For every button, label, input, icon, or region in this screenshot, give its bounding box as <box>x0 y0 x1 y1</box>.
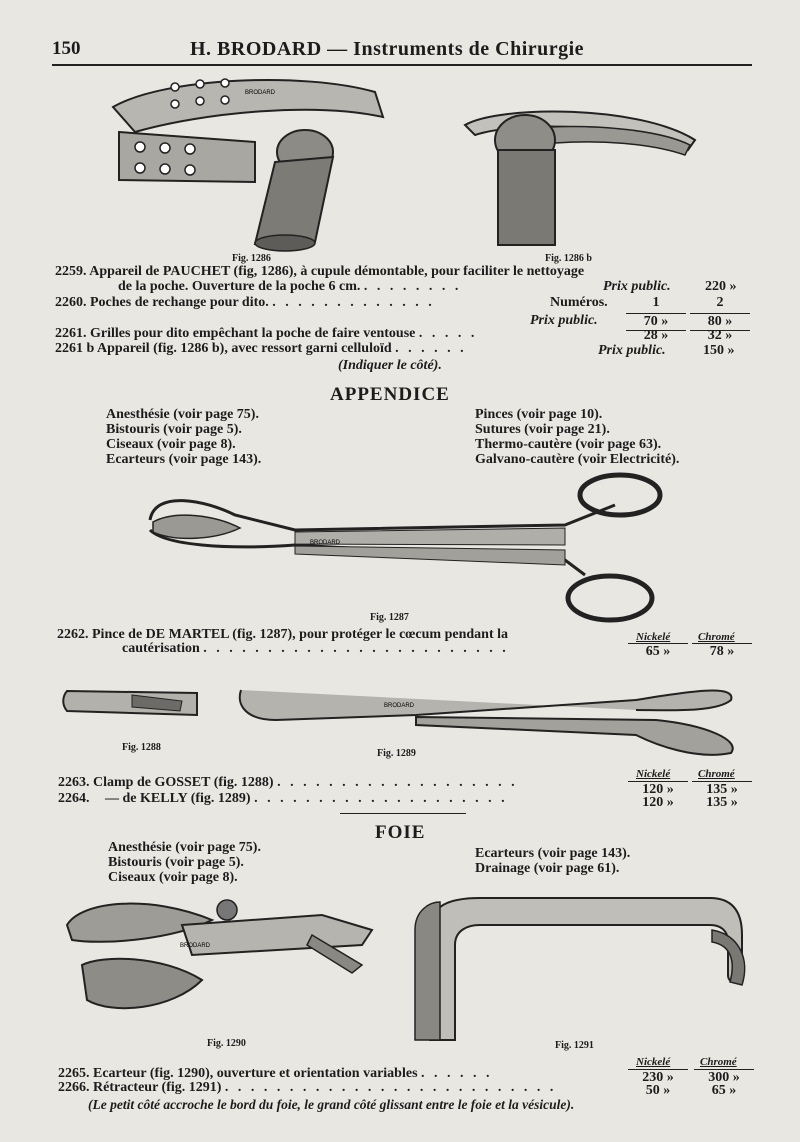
header-chrome: Chromé <box>698 768 735 780</box>
item-text: Clamp de GOSSET (fig. 1288) <box>93 775 274 790</box>
item-number: 2262. <box>57 627 89 642</box>
leader-dots: . . . . . . . . . . . . . <box>272 295 435 310</box>
fig-1286b-caption: Fig. 1286 b <box>545 253 592 264</box>
foie-xrefs-left <box>108 840 261 885</box>
fig-1289-illustration <box>236 665 741 765</box>
item-text: de la poche. Ouverture de la poche 6 cm. <box>118 279 361 294</box>
section-title-foie: FOIE <box>375 822 426 843</box>
item-number: 2266. <box>58 1080 90 1095</box>
header-chrome: Chromé <box>698 631 735 643</box>
item-number: 2264. <box>58 791 90 806</box>
price-label: Prix public. <box>603 279 671 294</box>
fig-1287-caption: Fig. 1287 <box>370 612 409 623</box>
appendice-xrefs-left <box>106 407 261 467</box>
leader-dots: . . . . . . . . . . . . . . . . . . . . . . . . <box>203 641 509 656</box>
section-title-appendice: APPENDICE <box>330 384 450 405</box>
item-number: 2263. <box>58 775 90 790</box>
fig-1288-illustration <box>62 683 202 723</box>
price: 220 » <box>705 279 737 294</box>
foie-xrefs-right <box>475 846 630 876</box>
item-2259-line1 <box>55 264 584 280</box>
price-2263-chrome: 135 » <box>692 781 752 798</box>
belt-engraving: BRODARD <box>245 90 276 96</box>
item-2260 <box>55 295 435 311</box>
leader-dots: . . . . . . . . . . . . . . . . . . . <box>277 775 518 790</box>
fig-1291-caption: Fig. 1291 <box>555 1040 594 1051</box>
item-text: — de KELLY (fig. 1289) <box>105 791 251 806</box>
item-text: Poches de rechange pour dito. <box>90 295 269 310</box>
xref-item: Thermo-cautère (voir page 63). <box>475 437 662 452</box>
foie-note: (Le petit côté accroche le bord du foie, le grand côté glissant entre le foie et la vésicule). <box>88 1097 575 1112</box>
item-2259-line2 <box>118 279 461 295</box>
price-2265-chrome: 300 » <box>694 1069 754 1086</box>
leader-dots: . . . . . . . . . . . . . . . . . . . . <box>254 791 508 806</box>
item-2262-line2 <box>122 641 509 657</box>
leader-dots: . . . . . <box>418 326 478 341</box>
fig-1290-illustration <box>62 885 387 1020</box>
xref-item: Bistouris (voir page 5). <box>106 422 242 437</box>
item-text: Appareil (fig. 1286 b), avec ressort garni celluloïd <box>97 341 392 356</box>
item-number: 2259. <box>55 264 87 279</box>
item-2266 <box>58 1080 556 1096</box>
retractor-engraving: BRODARD <box>180 943 211 949</box>
fig-1287-illustration <box>145 470 665 625</box>
xref-item: Ciseaux (voir page 8). <box>106 437 236 452</box>
item-text: Appareil de PAUCHET (fig, 1286), à cupule démontable, pour faciliter le nettoyage <box>89 264 585 279</box>
price-2262-nickele: 65 » <box>628 643 688 660</box>
price-2261-1: 28 » <box>643 328 669 343</box>
column-number-2: 2 <box>716 295 724 310</box>
price-2260-1: 70 » <box>626 313 686 331</box>
item-2261 <box>55 326 477 342</box>
indiquer-note: (Indiquer le côté). <box>338 358 442 373</box>
xref-item: Galvano-cautère (voir Electricité). <box>475 452 680 467</box>
item-number: 2265. <box>58 1066 90 1081</box>
fig-1290-caption: Fig. 1290 <box>207 1038 246 1049</box>
xref-item: Anesthésie (voir page 75). <box>106 407 259 422</box>
prix-public-label: Prix public. <box>530 313 598 328</box>
appendice-xrefs-right <box>475 407 679 467</box>
price-label: Prix public. <box>598 343 666 358</box>
item-text: Pince de DE MARTEL (fig. 1287), pour protéger le cœcum pendant la <box>92 627 508 642</box>
xref-item: Ecarteurs (voir page 143). <box>475 846 631 861</box>
item-text: Ecarteur (fig. 1290), ouverture et orientation variables <box>93 1066 418 1081</box>
xref-item: Ciseaux (voir page 8). <box>108 870 238 885</box>
price-2264-chrome: 135 » <box>706 795 738 810</box>
column-number-1: 1 <box>652 295 660 310</box>
xref-item: Drainage (voir page 61). <box>475 861 620 876</box>
price-2266-chrome: 65 » <box>711 1083 737 1098</box>
item-text: Rétracteur (fig. 1291) <box>93 1080 222 1095</box>
fig-1286b-illustration <box>460 105 705 250</box>
price-2266-nickele: 50 » <box>645 1083 671 1098</box>
item-text: cautérisation <box>122 641 200 656</box>
item-text: Grilles pour dito empêchant la poche de faire ventouse <box>90 326 416 341</box>
item-2263 <box>58 775 518 791</box>
section-rule <box>340 813 466 814</box>
price-2265-nickele: 230 » <box>628 1069 688 1086</box>
xref-item: Sutures (voir page 21). <box>475 422 610 437</box>
header-nickele: Nickelé <box>636 631 671 643</box>
price-2263-nickele: 120 » <box>628 781 688 798</box>
page-number: 150 <box>52 38 81 59</box>
clamp-engraving: BRODARD <box>384 703 415 709</box>
leader-dots: . . . . . . . . <box>363 279 462 294</box>
header-chrome: Chromé <box>700 1056 737 1068</box>
item-2264 <box>58 791 508 807</box>
fig-1286-caption: Fig. 1286 <box>232 253 271 264</box>
fig-1289-caption: Fig. 1289 <box>377 748 416 759</box>
fig-1288-caption: Fig. 1288 <box>122 742 161 753</box>
price-2264-nickele: 120 » <box>642 795 674 810</box>
price-2262-chrome: 78 » <box>692 643 752 660</box>
header-nickele: Nickelé <box>636 1056 671 1068</box>
numeros-label: Numéros. <box>550 295 608 310</box>
item-number: 2260. <box>55 295 87 310</box>
leader-dots: . . . . . . <box>421 1066 493 1081</box>
fig-1291-illustration <box>410 890 750 1045</box>
header-nickele: Nickelé <box>636 768 671 780</box>
leader-dots: . . . . . . . . . . . . . . . . . . . . . . . . . . <box>224 1080 557 1095</box>
xref-item: Anesthésie (voir page 75). <box>108 840 261 855</box>
page-header <box>0 36 800 66</box>
item-2261b <box>55 341 467 357</box>
xref-item: Pinces (voir page 10). <box>475 407 603 422</box>
price-2261-2: 32 » <box>707 328 733 343</box>
item-number: 2261 b <box>55 341 95 356</box>
header-rule <box>52 64 752 66</box>
price-2260-2: 80 » <box>690 313 750 331</box>
item-number: 2261. <box>55 326 87 341</box>
leader-dots: . . . . . . <box>395 341 467 356</box>
xref-item: Ecarteurs (voir page 143). <box>106 452 262 467</box>
price: 150 » <box>703 343 735 358</box>
xref-item: Bistouris (voir page 5). <box>108 855 244 870</box>
page-title: H. BRODARD — Instruments de Chirurgie <box>190 38 585 60</box>
forceps-engraving: BRODARD <box>310 540 341 546</box>
fig-1286-illustration <box>105 72 395 252</box>
